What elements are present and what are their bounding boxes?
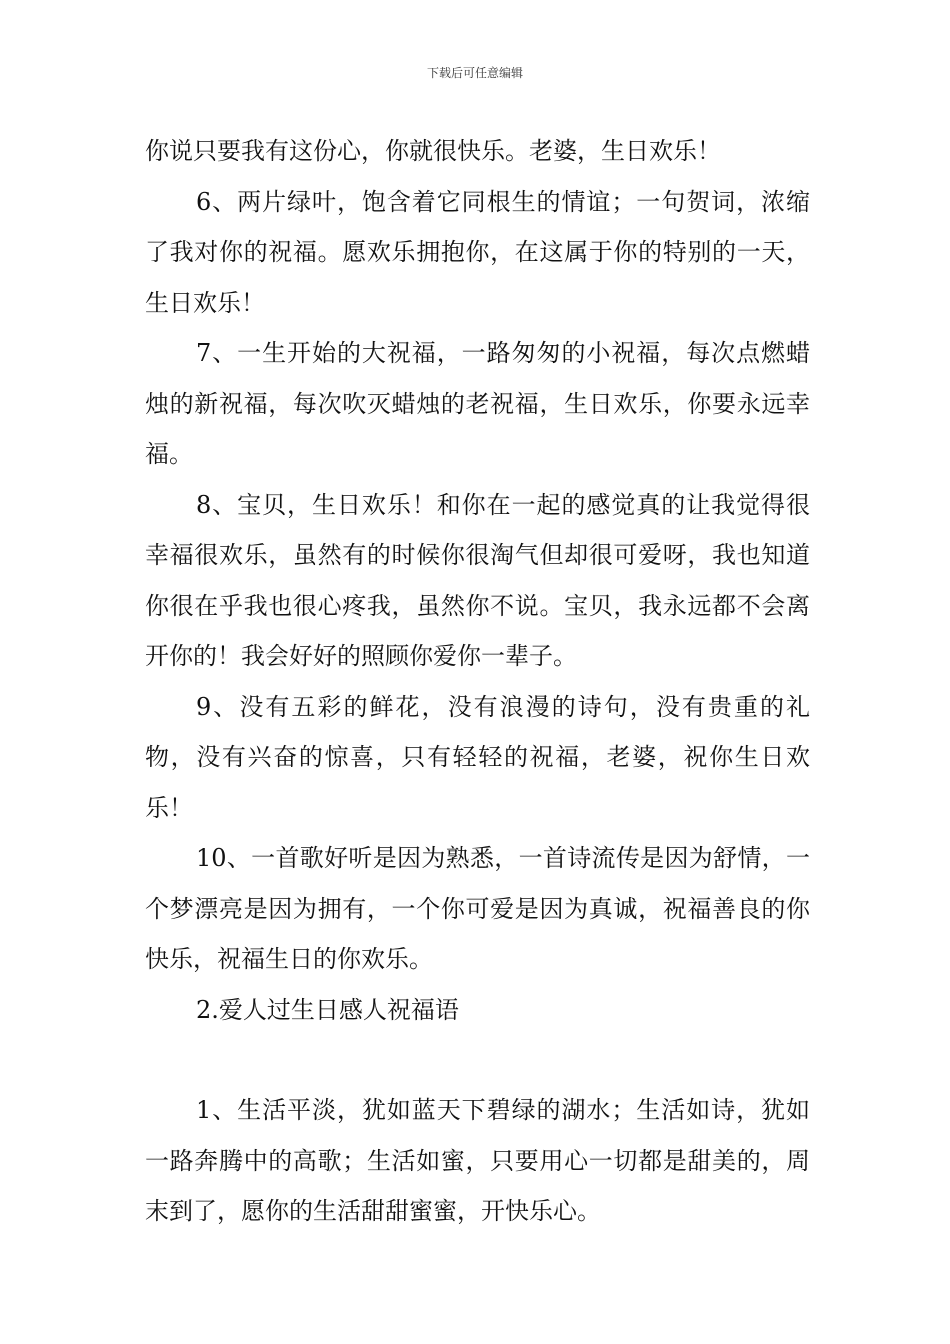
- paragraph-item-9: 9、没有五彩的鲜花，没有浪漫的诗句，没有贵重的礼物，没有兴奋的惊喜，只有轻轻的祝福，老婆，祝你生日欢乐！: [145, 692, 810, 822]
- section-heading: 2.爱人过生日感人祝福语: [196, 995, 459, 1024]
- paragraph-continuation: 你说只要我有这份心，你就很快乐。老婆，生日欢乐！: [145, 137, 721, 165]
- paragraph-item-7: 7、一生开始的大祝福，一路匆匆的小祝福，每次点燃蜡烛的新祝福，每次吹灭蜡烛的老祝福，生日欢乐，你要永远幸福。: [145, 339, 810, 468]
- paragraph-item-10: 10、一首歌好听是因为熟悉，一首诗流传是因为舒情，一个梦漂亮是因为拥有，一个你可爱是因为真诚，祝福善良的你快乐，祝福生日的你欢乐。: [145, 844, 810, 973]
- document-body: [145, 126, 810, 1237]
- paragraph-item-6: 6、两片绿叶，饱含着它同根生的情谊；一句贺词，浓缩了我对你的祝福。愿欢乐拥抱你，在这属于你的特别的一天，生日欢乐！: [145, 187, 810, 317]
- page-header-note: 下载后可任意编辑: [426, 66, 523, 80]
- paragraph-item-8: 8、宝贝，生日欢乐！和你在一起的感觉真的让我觉得很幸福很欢乐，虽然有的时候你很淘气但却很可爱呀，我也知道你很在乎我也很心疼我，虽然你不说。宝贝，我永远都不会离开你的！我会好好的照顾你爱你一辈子。: [145, 490, 810, 670]
- paragraph-item-1: 1、生活平淡，犹如蓝天下碧绿的湖水；生活如诗，犹如一路奔腾中的高歌；生活如蜜，只要用心一切都是甜美的，周末到了，愿你的生活甜甜蜜蜜，开快乐心。: [145, 1096, 810, 1225]
